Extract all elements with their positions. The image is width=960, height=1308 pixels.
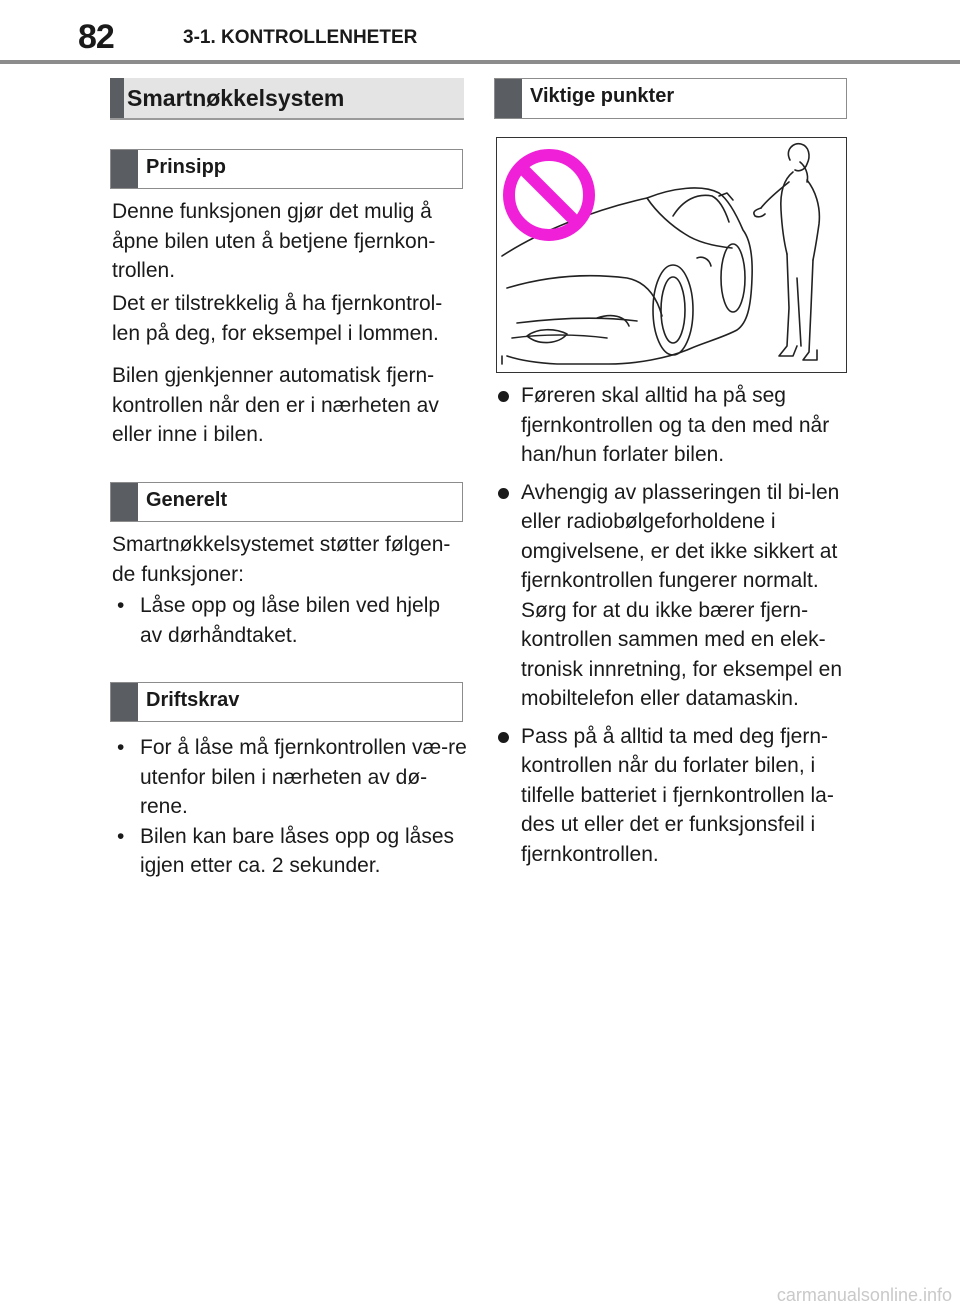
page-header [0, 0, 960, 62]
subheading-driftskrav [110, 682, 463, 722]
list-item-text: Låse opp og låse bilen ved hjelp av dørhåndtaket. [140, 594, 441, 647]
bullet-marker: • [117, 594, 125, 617]
subheading-viktige-punkter [494, 78, 847, 119]
list-item [112, 822, 467, 881]
bullet-marker: • [117, 824, 125, 848]
paragraph-2: Det er tilstrekkelig å ha fjernkontrol-len på deg, for eksempel i lommen. [112, 292, 443, 345]
bullet-dot-icon [498, 488, 509, 499]
page-number: 82 [78, 18, 114, 56]
chapter-title: 3-1. KONTROLLENHETER [183, 27, 418, 48]
list-item [496, 381, 846, 470]
bullet-list-viktige-punkter [496, 381, 846, 877]
list-item [496, 722, 846, 870]
bullet-list-generelt [112, 591, 467, 650]
list-item-text: Føreren skal alltid ha på seg fjernkontrollen og ta den med når han/hun forlater bilen. [521, 384, 830, 466]
subheading-text: Prinsipp [146, 156, 227, 178]
list-item-text: Bilen kan bare låses opp og låses igjen etter ca. 2 sekunder. [140, 824, 455, 877]
list-item-text: Avhengig av plasseringen til bi-len eller radiobølgeforholdene i omgivelsene, er det ikke sikkert at fjernkontrollen fungerer normalt. Sørg for at du ikke bærer fjern-kontrollen sammen med en elek-tronisk innretning, for eksempel en mobiltelefon eller datamaskin. [521, 480, 842, 710]
paragraph-intro: Smartnøkkelsystemet støtter følgen-de funksjoner: [112, 533, 451, 586]
subheading-bar [495, 79, 522, 118]
list-item-text: Pass på å alltid ta med deg fjern-kontrollen når du forlater bilen, i tilfelle batteriet i fjernkontrollen la-des ut eller det er funksjonsfeil i fjernkontrollen. [521, 724, 834, 866]
car-illustration [496, 137, 847, 373]
bullet-dot-icon [498, 391, 509, 402]
subheading-bar [111, 150, 138, 188]
watermark: carmanualsonline.info [776, 1285, 952, 1305]
bullet-list-driftskrav [112, 733, 467, 881]
header-rule [0, 60, 960, 64]
prohibition-icon [509, 155, 589, 235]
subheading-text: Driftskrav [146, 689, 240, 711]
paragraph-3: Bilen gjenkjenner automatisk fjern-kontrollen når den er i nærheten av eller inne i bilen. [112, 364, 439, 446]
title-bar [110, 78, 124, 118]
person-drawing [754, 144, 820, 360]
subheading-generelt [110, 482, 463, 522]
list-item [112, 733, 467, 822]
subheading-bar [111, 683, 138, 721]
bullet-marker: • [117, 736, 125, 759]
subheading-bar [111, 483, 138, 521]
section-title [110, 78, 464, 120]
subheading-text: Viktige punkter [530, 85, 675, 107]
list-item-text: For å låse må fjernkontrollen væ-re utenfor bilen i nærheten av dø-rene. [140, 736, 467, 818]
subheading-text: Generelt [146, 489, 228, 511]
paragraph-1: Denne funksjonen gjør det mulig å åpne bilen uten å betjene fjernkon-trollen. [112, 200, 436, 282]
list-item [112, 591, 467, 650]
subheading-prinsipp [110, 149, 463, 189]
illustration-svg [497, 138, 846, 372]
list-item [496, 478, 846, 714]
bullet-dot-icon [498, 732, 509, 743]
car-drawing [502, 188, 752, 364]
section-title-text: Smartnøkkelsystem [127, 85, 345, 111]
